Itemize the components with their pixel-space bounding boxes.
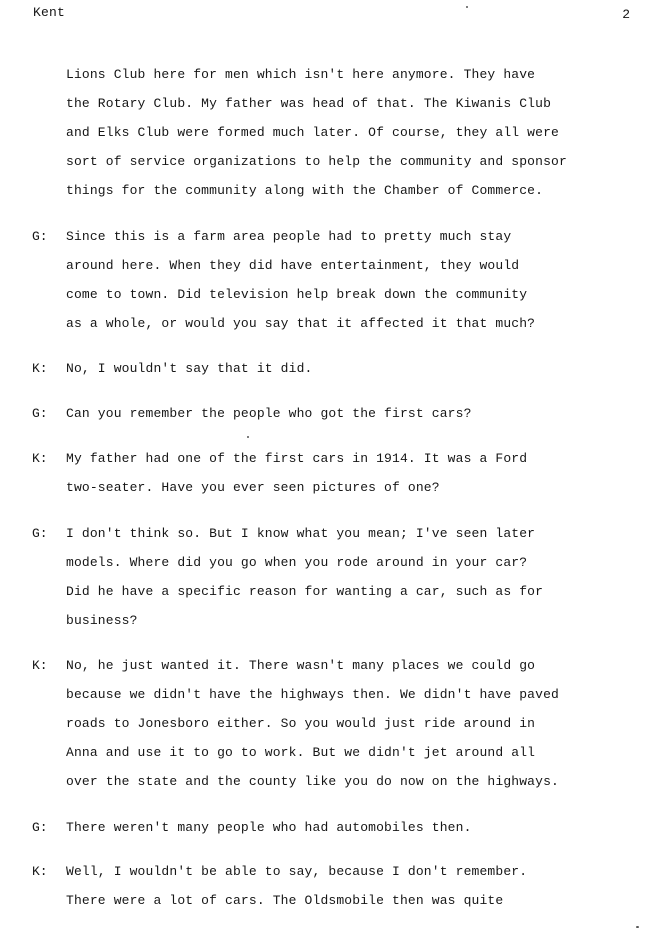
- transcript-line: because we didn't have the highways then. We didn't have paved: [66, 687, 559, 702]
- transcript-line: Did he have a specific reason for wanting a car, such as for: [66, 584, 544, 599]
- transcript-line: and Elks Club were formed much later. Of course, they all were: [66, 125, 559, 140]
- transcript-line: around here. When they did have entertainment, they would: [66, 258, 520, 273]
- speaker-label: K:: [32, 864, 48, 879]
- speaker-label: K:: [32, 451, 48, 466]
- transcript-line: sort of service organizations to help the community and sponsor: [66, 154, 567, 169]
- transcript-line: things for the community along with the Chamber of Commerce.: [66, 183, 544, 198]
- transcript-line: There were a lot of cars. The Oldsmobile then was quite: [66, 893, 504, 908]
- speaker-label: G:: [32, 229, 48, 244]
- transcript-line: the Rotary Club. My father was head of that. The Kiwanis Club: [66, 96, 552, 111]
- transcript-line: models. Where did you go when you rode around in your car?: [66, 555, 528, 570]
- transcript-line: Can you remember the people who got the first cars?: [66, 406, 472, 421]
- scan-speck: [636, 926, 639, 928]
- transcript-line: Anna and use it to go to work. But we didn't jet around all: [66, 745, 536, 760]
- scan-speck: [247, 436, 249, 438]
- transcript-line: There weren't many people who had automobiles then.: [66, 820, 472, 835]
- speaker-label: G:: [32, 406, 48, 421]
- transcript-line: business?: [66, 613, 138, 628]
- transcript-line: Since this is a farm area people had to pretty much stay: [66, 229, 512, 244]
- transcript-line: as a whole, or would you say that it affected it that much?: [66, 316, 536, 331]
- transcript-line: No, he just wanted it. There wasn't many places we could go: [66, 658, 536, 673]
- transcript-line: No, I wouldn't say that it did.: [66, 361, 313, 376]
- scan-speck: [466, 6, 468, 8]
- speaker-label: K:: [32, 361, 48, 376]
- speaker-label: K:: [32, 658, 48, 673]
- speaker-label: G:: [32, 526, 48, 541]
- page-number: 2: [622, 7, 630, 22]
- transcript-line: come to town. Did television help break down the community: [66, 287, 528, 302]
- transcript-line: Well, I wouldn't be able to say, because I don't remember.: [66, 864, 528, 879]
- transcript-line: two-seater. Have you ever seen pictures of one?: [66, 480, 440, 495]
- transcript-line: over the state and the county like you do now on the highways.: [66, 774, 559, 789]
- header-interviewee-name: Kent: [33, 5, 66, 20]
- transcript-line: I don't think so. But I know what you mean; I've seen later: [66, 526, 536, 541]
- transcript-line: roads to Jonesboro either. So you would just ride around in: [66, 716, 536, 731]
- transcript-line: My father had one of the first cars in 1914. It was a Ford: [66, 451, 528, 466]
- transcript-line: Lions Club here for men which isn't here anymore. They have: [66, 67, 536, 82]
- speaker-label: G:: [32, 820, 48, 835]
